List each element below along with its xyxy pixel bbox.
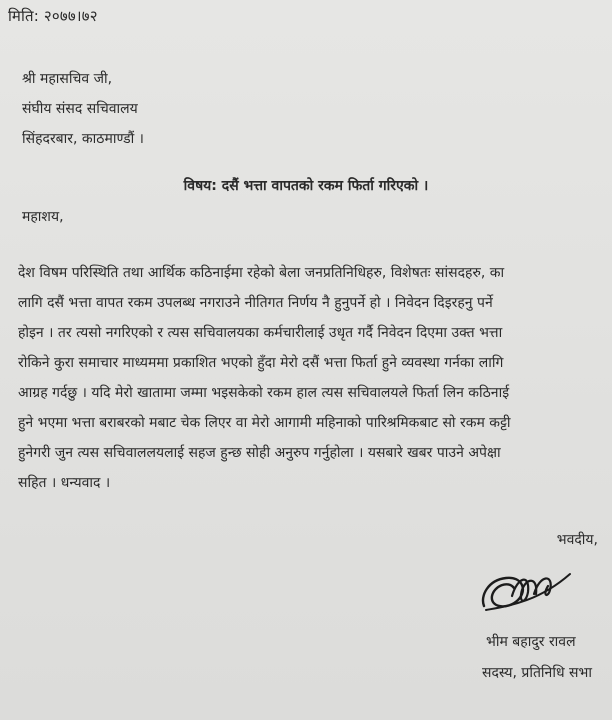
body-line: देश विषम परिस्थिति तथा आर्थिक कठिनाईमा रहेको बेला जनप्रतिनिधिहरु, विशेषतः सांसदहरु, का xyxy=(18,265,505,281)
body-line: हुनेगरी जुन त्यस सचिवाललयलाई सहज हुन्छ सोही अनुरुप गर्नुहोला । यसबारे खबर पाउने अपेक्षा xyxy=(18,445,501,461)
signer-title: सदस्य, प्रतिनिधि सभा xyxy=(482,665,592,681)
recipient-address xyxy=(22,64,144,154)
recipient-line: श्री महासचिव जी, xyxy=(22,71,113,87)
body-line: होइन । तर त्यसो नगरिएको र त्यस सचिवालयका कर्मचारीलाई उधृत गर्दै निवेदन दिएमा उक्त भत्ता xyxy=(18,325,503,341)
recipient-line: सिंहदरबार, काठमाण्डौं । xyxy=(22,131,144,147)
body-line: रोकिने कुरा समाचार माध्यममा प्रकाशित भएको हुँदा मेरो दसैं भत्ता फिर्ता हुने व्यवस्था गर्नका लागि xyxy=(18,355,504,371)
handwritten-signature xyxy=(478,566,574,614)
letter-subject: विषय: दसैं भत्ता वापतको रकम फिर्ता गरिएको । xyxy=(183,178,429,194)
body-line: आग्रह गर्दछु । यदि मेरो खातामा जम्मा भइसकेको रकम हाल त्यस सचिवालयले फिर्ता लिन कठिनाई xyxy=(18,385,510,401)
recipient-line: संघीय संसद सचिवालय xyxy=(22,101,138,117)
body-line: सहित । धन्यवाद । xyxy=(18,475,111,491)
letter-date: मिति: २०७७।७२ xyxy=(8,7,98,25)
body-line: लागि दसैं भत्ता वापत रकम उपलब्ध नगराउने नीतिगत निर्णय नै हुनुपर्ने हो । निवेदन दिइरहनु पर्ने xyxy=(18,295,493,311)
signer-name: भीम बहादुर रावल xyxy=(486,634,576,650)
body-line: हुने भएमा भत्ता बराबरको मबाट चेक लिएर वा मेरो आगामी महिनाको पारिश्रमिकबाट सो रकम कट्टी xyxy=(18,415,511,431)
letter-body xyxy=(18,258,600,498)
letter-salutation: महाशय, xyxy=(22,209,64,225)
letter-closing: भवदीय, xyxy=(556,532,598,548)
